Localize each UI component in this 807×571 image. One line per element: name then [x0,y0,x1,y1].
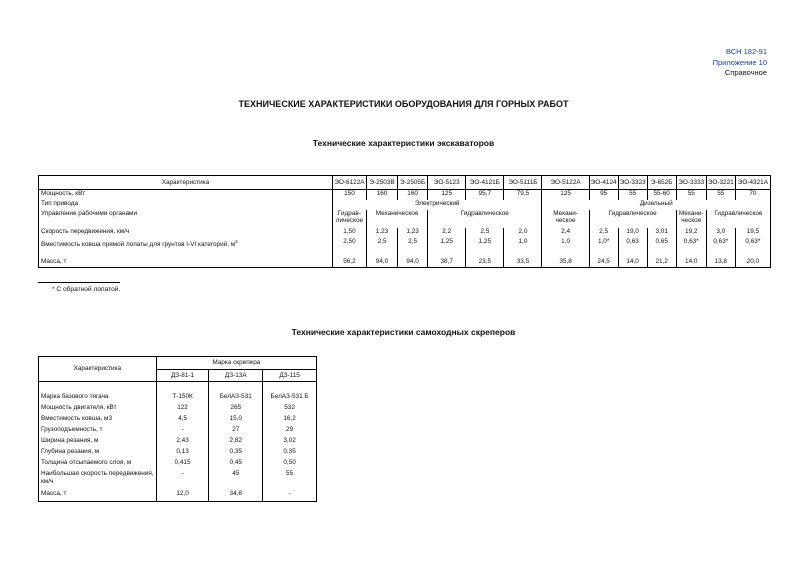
cell: 532 [263,404,317,415]
drive-row [39,200,771,210]
model-header: ЭО-5111Б [504,176,542,190]
cell: 45 [209,470,263,490]
cell: 34,8 [209,490,263,502]
cell: 1,23 [398,228,428,238]
cell: БелАЗ-531 [209,393,263,404]
cell: 29 [263,426,317,437]
spacer-cell [156,382,209,394]
cell: 56,2 [332,258,366,268]
model-header: ЭО-3221 [706,176,735,190]
cell: 0,63* [706,238,735,258]
cell: 23,5 [466,258,504,268]
table-row [39,448,317,459]
spacer-cell [39,382,157,394]
cell: Гидравлическое [706,210,770,228]
cell: Электрический [332,200,542,210]
table-row [39,426,317,437]
cell: 55 [263,470,317,490]
table-row [39,415,317,426]
bucket-label-text: Вместимость ковша прямой лопаты для грунтов I-VI категорий, м [41,240,236,248]
cell: БелАЗ-531 Б [263,393,317,404]
cell: 1,23 [366,228,397,238]
model-header: ЭО-4121Б [466,176,504,190]
cell: 0,35 [209,448,263,459]
cell [542,210,589,228]
cell: 0,63* [676,238,706,258]
excavators-header-row [39,176,771,190]
cell: 20,0 [735,258,770,268]
cell: Механическое [366,210,427,228]
row-label: Грузоподъемность, т [41,426,103,433]
excavators-table [38,175,771,268]
model-header: ЭО-3333 [676,176,706,190]
table-row-spacer [39,382,317,394]
brand-header: Марка скрепера [156,357,316,370]
mass-row [39,258,771,268]
cell-line: ческое [681,217,702,224]
column-header: Характеристика [39,176,333,190]
cell: 70 [735,190,770,200]
scrapers-table [38,356,317,502]
column-header: Характеристика [39,357,157,382]
cell: 0,63* [735,238,770,258]
model-header: ЭО-4124 [589,176,618,190]
row-label: Ширина резания, м [41,437,99,444]
cell: 150 [332,190,366,200]
cell: 12,0 [156,490,209,502]
control-row [39,210,771,228]
cell: 38,7 [428,258,466,268]
cell: 95 [589,190,618,200]
cell: 160 [366,190,397,200]
cell-line: лическое [335,217,364,224]
cell: 125 [428,190,466,200]
cell: 24,5 [589,258,618,268]
cell: 265 [209,404,263,415]
cell: 1,25 [428,238,466,258]
model-header: ЭО-3323 [618,176,647,190]
cell: 1,0 [504,238,542,258]
cell: 2,5 [466,228,504,238]
cell: 35,8 [542,258,589,268]
table-row [39,490,317,502]
cell: 2,43 [156,437,209,448]
cell [332,210,366,228]
cell: 33,5 [504,258,542,268]
model-header: Э-2503В [366,176,397,190]
cell-line: ческое [555,217,576,224]
footnote-divider [38,282,120,283]
appendix-number: Приложение 10 [712,57,767,67]
table-row [39,404,317,415]
cell: 19,5 [735,228,770,238]
cell: 2,5 [398,238,428,258]
cell: 0,13 [156,448,209,459]
cell: 2,4 [542,228,589,238]
row-label: Глубина резания, м [41,448,100,455]
cell: 3,01 [647,228,676,238]
cell: 2,5 [589,228,618,238]
cell: 0,50 [263,459,317,470]
footnote: * С обратной лопатой. [52,286,121,293]
cell-line: Гидрав- [337,209,361,217]
cell: 16,2 [263,415,317,426]
speed-row [39,228,771,238]
model-header: ДЗ-81-1 [156,370,209,382]
cell: 0,45 [209,459,263,470]
cell: 14,0 [618,258,647,268]
model-header: ЭО-4321А [735,176,770,190]
cell: 15,0 [209,415,263,426]
cell: 2,0 [504,228,542,238]
cell: 2,5 [366,238,397,258]
cell: 160 [398,190,428,200]
scrapers-header-row [39,357,317,370]
cell-line: Механи- [678,209,704,217]
cell: Дизельный [542,200,771,210]
model-header: Э-652Б [647,176,676,190]
cell: 1,50 [332,228,366,238]
row-label: Мощность, кВт [41,190,86,197]
superscript: 3 [235,238,238,244]
scrapers-title: Технические характеристики самоходных скреперов [291,327,516,337]
cell: 94,0 [366,258,397,268]
model-header: ДЗ-115 [263,370,317,382]
table-row [39,459,317,470]
model-header: ЭО-6122А [332,176,366,190]
row-label: Масса, т [41,257,67,265]
cell: 19,2 [676,228,706,238]
spacer-cell [209,382,263,394]
cell: 122 [156,404,209,415]
cell: Гидравлическое [589,210,676,228]
cell: 1,0 [542,238,589,258]
row-label: Вместимость ковша, м3 [41,415,113,422]
cell: 2,82 [209,437,263,448]
cell: 55 [706,190,735,200]
cell: 19,0 [618,228,647,238]
cell: 13,8 [706,258,735,268]
cell: 2,2 [428,228,466,238]
row-label [39,238,333,258]
model-header: ДЗ-13А [209,370,263,382]
cell: 21,2 [647,258,676,268]
cell: 3,02 [263,437,317,448]
cell: Т-150К [156,393,209,404]
document-header [713,47,767,79]
cell: 125 [542,190,589,200]
cell: 55 [676,190,706,200]
excavators-title: Технические характеристики экскаваторов [312,138,495,148]
cell: 14,0 [676,258,706,268]
cell: 4,5 [156,415,209,426]
page-title: ТЕХНИЧЕСКИЕ ХАРАКТЕРИСТИКИ ОБОРУДОВАНИЯ ДЛЯ ГОРНЫХ РАБОТ [238,99,569,109]
row-label: Наибольшая скорость передвижения, км/ч [41,470,154,485]
appendix-type: Справочное [724,68,767,77]
spacer-cell [263,382,317,394]
table-row [39,437,317,448]
row-label: Марка базового тягача [41,393,109,400]
cell: 79,5 [504,190,542,200]
cell: 1,25 [466,238,504,258]
table-row [39,470,317,490]
cell [676,210,706,228]
power-row [39,190,771,200]
model-header: ЭО-5122А [542,176,589,190]
cell: 55-60 [647,190,676,200]
row-label: Мощность двигателя, кВт [41,404,117,411]
cell: 27 [209,426,263,437]
cell: 2,50 [332,238,366,258]
row-label: Скорость передвижения, км/ч [41,227,130,235]
bucket-row [39,238,771,258]
row-label: Толщина отсыпаемого слоя, м [41,459,132,466]
model-header: ЭО-5123 [428,176,466,190]
cell: 0,415 [156,459,209,470]
row-label: Управление рабочими органами [41,209,138,217]
model-header: Э-2505Б [398,176,428,190]
cell: - [156,426,209,437]
cell: 0,35 [263,448,317,459]
cell: 94,0 [398,258,428,268]
cell-line: Механи- [553,209,578,217]
cell: 0,65 [647,238,676,258]
row-label: Масса, т [41,490,67,497]
cell: - [156,470,209,490]
row-label: Тип привода [41,199,79,207]
cell: 95,7 [466,190,504,200]
cell: 1,0* [589,238,618,258]
table-row [39,393,317,404]
doc-code: ВСН 182-91 [725,47,767,56]
cell: - [263,490,317,502]
cell: 0,63 [618,238,647,258]
cell: Гидравлическое [428,210,542,228]
cell: 55 [618,190,647,200]
cell: 3,0 [706,228,735,238]
